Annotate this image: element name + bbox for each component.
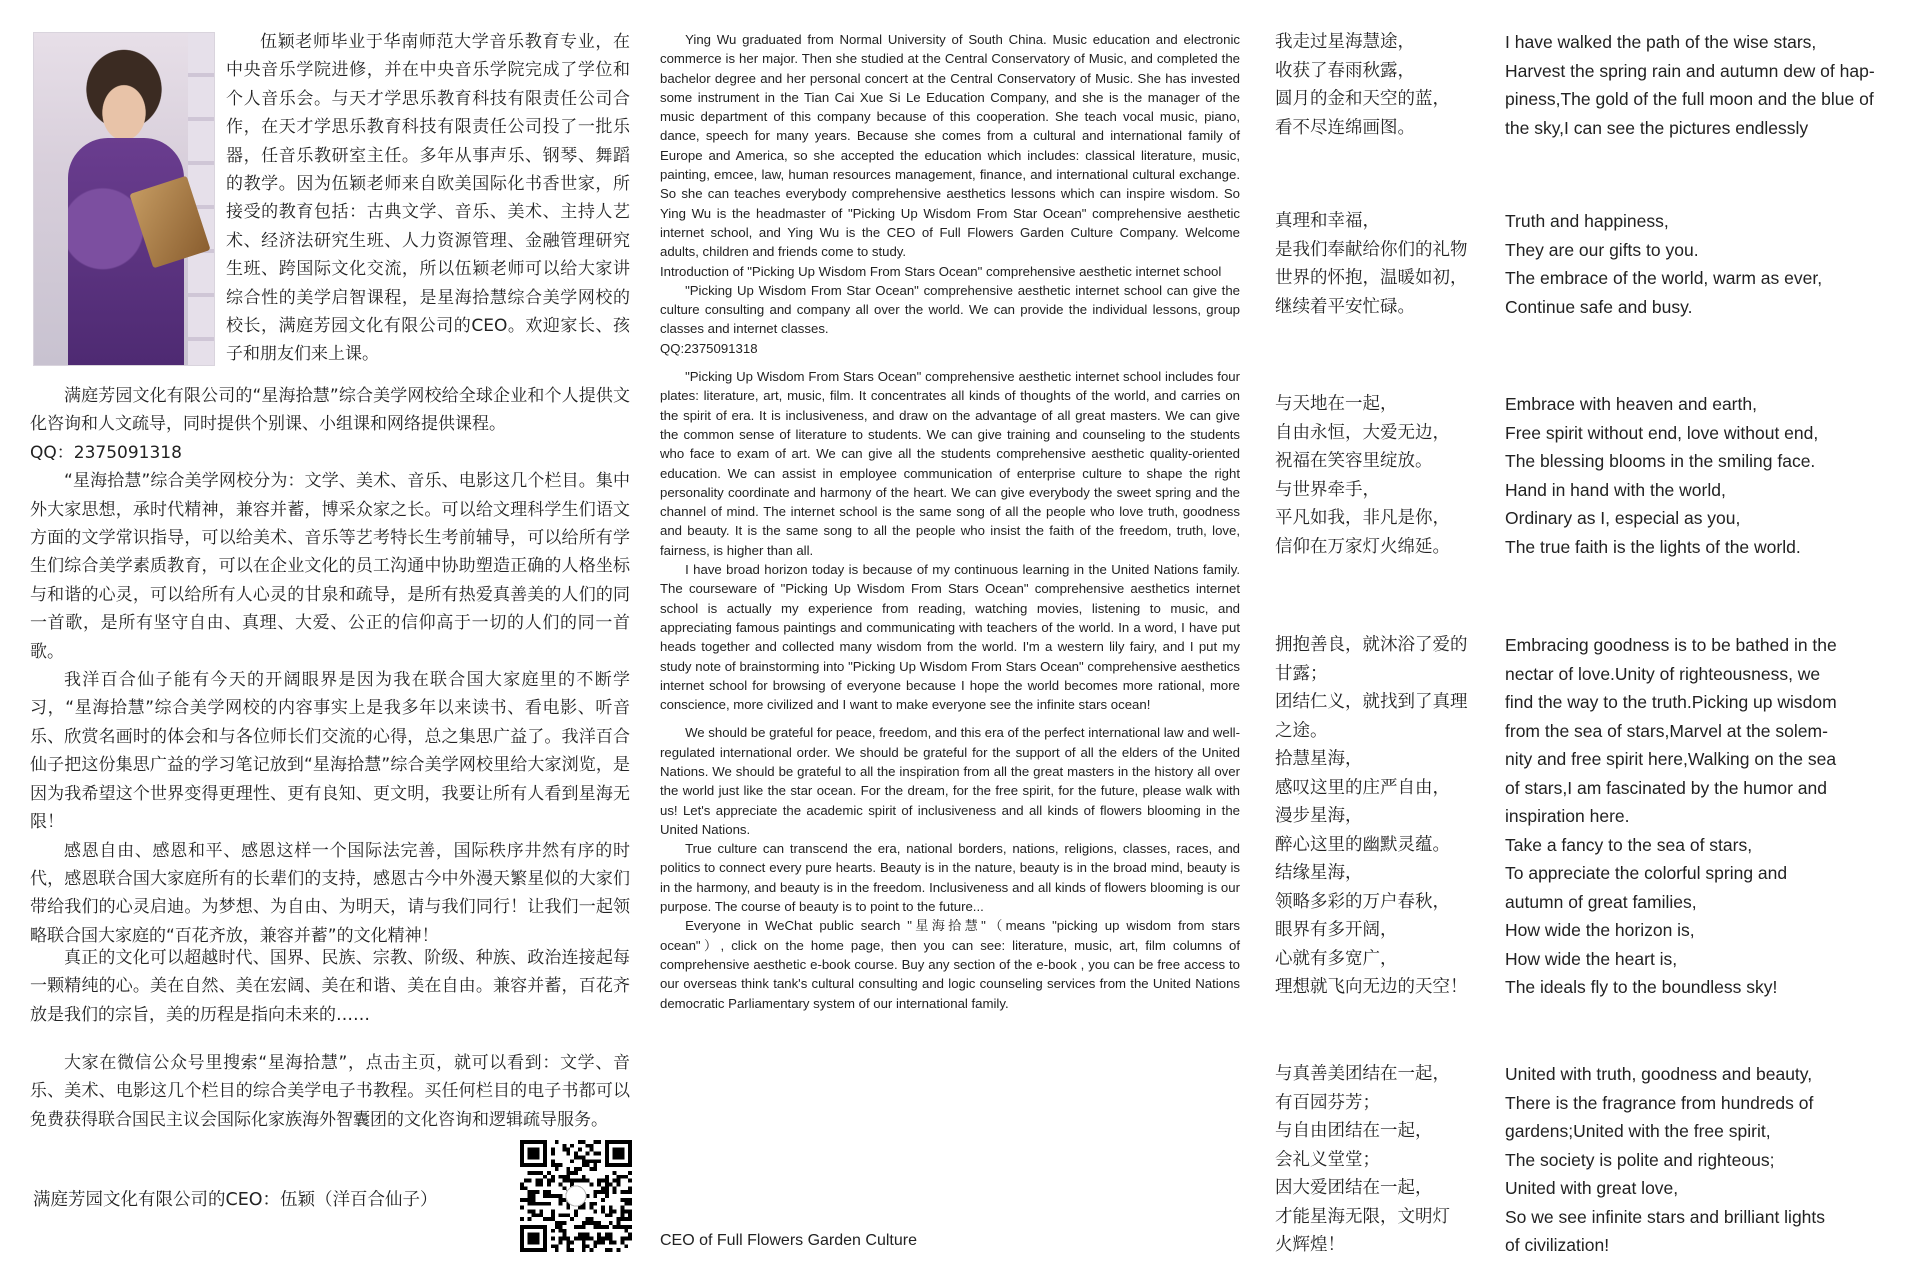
culture-paragraph-en: True culture can transcend the era, national borders, nations, religions, classes, races, and politics to connect every pure hearts. Beauty is in the nature, beauty is in the broad mind, beauty is in the harmony, and beauty is in the freedom. Inclusiveness and all kinds of flowers blooming is our purpose. The course of beauty is to point to the future... (660, 841, 1240, 915)
stanza-en (1505, 631, 1837, 1002)
poem-line-en: Continue safe and busy. (1505, 296, 1693, 317)
poem-line-cn: 圆月的金和天空的蓝， (1275, 89, 1450, 109)
poem-line-en: from the sea of stars,Marvel at the solem- (1505, 720, 1828, 741)
poem-line-cn: 世界的怀抱，温暖如初， (1275, 268, 1468, 288)
poem-line-cn: 理想就飞向无边的天空！ (1275, 977, 1468, 997)
wechat-block (30, 1049, 630, 1134)
poem-line-cn: 因大爱团结在一起， (1275, 1178, 1433, 1198)
spacer (660, 358, 1240, 367)
poem-line-cn: 继续着平安忙碌。 (1275, 296, 1415, 317)
grateful-paragraph-en: We should be grateful for peace, freedom, and this era of the perfect international law and well-regulated international order. We should be grateful for the support of all the elders of the United Nations. We should be grateful to all the inspiration from all the great masters in the history all over the world just like the star ocean. For the dream, for the free spirit, for the future, please walk with us! Let's appreciate the academic spirit of inclusiveness and all kinds of flowers blooming in the United Nations. (660, 725, 1240, 837)
poem-line-en: To appreciate the colorful spring and (1505, 863, 1788, 883)
lily-paragraph: 我洋百合仙子能有今天的开阔眼界是因为我在联合国大家庭里的不断学习，“星海拾慧”综合美学网校的内容事实上是我多年以来读书、看电影、听音乐、欣赏名画时的体会和与各位师长们交流的心得，总之集思广益了。我洋百合仙子把这份集思广益的学习笔记放到“星海拾慧”综合美学网校里给大家浏览，是因为我希望这个世界变得更理性、更有良知、更文明，我要让所有人看到星海无限！ (30, 670, 630, 833)
qr-code-icon[interactable] (520, 1140, 632, 1252)
poem-line-en: Truth and happiness, (1505, 211, 1669, 231)
poem-line-en: Free spirit without end, love without end, (1505, 422, 1819, 443)
poem-line-cn: 火辉煌！ (1275, 1235, 1345, 1255)
qq-number: QQ：2375091318 (30, 442, 182, 463)
poem-line-cn: 收获了春雨秋露， (1275, 60, 1415, 81)
poem-line-cn: 看不尽连绵画图。 (1275, 117, 1415, 138)
stanza-en (1505, 390, 1818, 561)
bio-paragraph: Ying Wu graduated from Normal University of South China. Music education and electronic commerce is her major. Then she studied at the Central Conservatory of Music, and completed the bachelor degree and her personal concert at the Central Conservatory of Music. She has invested some instrument in the Tian Cai Xue Si Le Education Company, and she is the manager of the music department of this company because of this cooperation. She teach vocal music, piano, dance, speech for many years. Because she comes from a cultural and international family of Europe and America, so she accepted the education which includes: classical literature, music, painting, emcee, law, human resources management, finance, and international cultural exchange. So she can teaches everybody comprehensive aesthetics lessons which can inspire wisdom. So Ying Wu is the headmaster of "Picking Up Wisdom From Star Ocean" comprehensive aesthetic internet school, and Ying Wu is the CEO of Full Flowers Garden Culture Company. Welcome adults, children and friends come to study. (660, 32, 1240, 260)
poem-line-cn: 领略多彩的万户春秋， (1275, 891, 1450, 912)
poem-line-en: of stars,I am fascinated by the humor and (1505, 777, 1827, 798)
poem-line-en: Take a fancy to the sea of stars, (1505, 834, 1753, 855)
poem-line-cn: 自由永恒，大爱无边， (1275, 422, 1450, 443)
stanza-en (1505, 28, 1875, 142)
poem-line-en: Hand in hand with the world, (1505, 479, 1726, 500)
poem-line-en: United with great love, (1505, 1178, 1679, 1198)
wechat-paragraph: 大家在微信公众号里搜索“星海拾慧”，点击主页，就可以看到：文学、音乐、美术、电影这几个栏目的综合美学电子书教程。买任何栏目的电子书都可以免费获得联合国民主议会国际化家族海外智囊团的文化咨询和逻辑疏导服务。 (30, 1053, 630, 1130)
poem-line-cn: 才能星海无限，文明灯 (1275, 1206, 1450, 1227)
poem-line-en: find the way to the truth.Picking up wisdom (1505, 692, 1837, 712)
poem-line-cn: 拥抱善良，就沐浴了爱的 (1275, 635, 1468, 655)
poem-line-cn: 真理和幸福， (1275, 211, 1380, 231)
ceo-signature: 满庭芳园文化有限公司的CEO：伍颖（洋百合仙子） (33, 1190, 438, 1210)
poem-line-en: Embracing goodness is to be bathed in the (1505, 635, 1837, 655)
poem-line-cn: 心就有多宽广， (1275, 948, 1398, 969)
poem-line-cn: 会礼义堂堂； (1275, 1149, 1380, 1170)
poem-line-cn: 我走过星海慧途， (1275, 32, 1415, 52)
poem-line-en: I have walked the path of the wise stars, (1505, 32, 1817, 52)
poem-line-cn: 眼界有多开阔， (1275, 920, 1398, 940)
poem-line-cn: 团结仁义，就找到了真理 (1275, 692, 1468, 712)
poem-line-en: nity and free spirit here,Walking on the sea (1505, 749, 1837, 769)
poem-line-en: The blessing blooms in the smiling face. (1505, 451, 1816, 471)
poem-line-en: nectar of love.Unity of righteousness, we (1505, 663, 1821, 684)
poem-line-en: How wide the horizon is, (1505, 920, 1695, 940)
plates-paragraph: "Picking Up Wisdom From Stars Ocean" comprehensive aesthetic internet school includes four plates: literature, art, music, film. It concentrates all kinds of thoughts of the world, and carries on the spirit of era. It is inclusiveness, and draw on the advantage of all great masters. We can give the common sense of literature to students. We can give training and counseling to the students who face to exam of art. We can give all the students comprehensive aesthetic quality-oriented education. We can assist in employee communication of enterprise culture to shape the right personality coordinate and harmony of the heart. We can give everybody the sweet spring and the channel of mind. The internet school is the same song of all the people who love truth, goodness and beauty. It is the same song to all the people who insist the faith of the freedom, truth, love, fairness, is higher than all. (660, 369, 1240, 558)
poem-line-en: United with truth, goodness and beauty, (1505, 1064, 1813, 1084)
intro-paragraph: 伍颖老师毕业于华南师范大学音乐教育专业，在中央音乐学院进修，并在中央音乐学院完成了学位和个人音乐会。与天才学思乐教育科技有限责任公司合作，在天才学思乐教育科技有限责任公司投了一批乐器，任音乐教研室主任。多年从事声乐、钢琴、舞蹈的教学。因为伍颖老师来自欧美国际化书香世家，所接受的教育包括：古典文学、音乐、美术、主持人艺术、经济法研究生班、人力资源管理、金融管理研究生班、跨国际文化交流，所以伍颖老师可以给大家讲综合性的美学启智课程，是星海拾慧综合美学网校的校长，满庭芳园文化有限公司的CEO。欢迎家长、孩子和朋友们来上课。 (226, 32, 630, 365)
poem-line-en: Ordinary as I, especial as you, (1505, 508, 1741, 528)
poem-line-cn: 醉心这里的幽默灵蕴。 (1275, 834, 1450, 855)
poem-line-en: There is the fragrance from hundreds of (1505, 1092, 1814, 1113)
poem-line-en: The society is polite and righteous; (1505, 1149, 1775, 1170)
poem-line-cn: 与世界牵手， (1275, 479, 1380, 500)
poem-line-cn: 与真善美团结在一起， (1275, 1064, 1450, 1084)
poem-line-en: gardens;United with the free spirit, (1505, 1121, 1771, 1141)
poem-line-cn: 平凡如我，非凡是你， (1275, 508, 1450, 528)
stanza-cn (1275, 28, 1450, 142)
intro-heading: Introduction of "Picking Up Wisdom From Stars Ocean" comprehensive aesthetic internet school (660, 263, 1222, 279)
spacer (660, 714, 1240, 723)
stanza-en (1505, 207, 1822, 321)
poem-line-en: So we see infinite stars and brilliant lights (1505, 1206, 1826, 1227)
service-paragraph-en: "Picking Up Wisdom From Star Ocean" comprehensive aesthetic internet school can give the culture consulting and company all over the world. We can provide the individual lessons, group classes and internet classes. (660, 282, 1240, 337)
poem-line-cn: 与自由团结在一起， (1275, 1121, 1433, 1141)
poem-line-cn: 甘露； (1275, 663, 1328, 684)
poem-line-en: The embrace of the world, warm as ever, (1505, 268, 1823, 288)
grateful-paragraph: 感恩自由、感恩和平、感恩这样一个国际法完善，国际秩序井然有序的时代，感恩联合国大家庭所有的长辈们的支持，感恩古今中外漫天繁星似的大家们带给我们的心灵启迪。为梦想、为自由、为明天，请与我们同行！让我们一起领略联合国大家庭的“百花齐放，兼容并蓄”的文化精神！ (30, 840, 630, 946)
qq-number-en: QQ:2375091318 (660, 340, 758, 356)
columns-paragraph: “星海拾慧”综合美学网校分为：文学、美术、音乐、电影这几个栏目。集中外大家思想，承时代精神，兼容并蓄，博采众家之长。可以给文理科学生们语文方面的文学常识指导，可以给美术、音乐等艺考特长生考前辅导，可以给所有学生们综合美学素质教育，可以在企业文化的员工沟通中协助塑造正确的人格坐标与和谐的心灵，可以给所有人心灵的甘泉和疏导，是所有热爱真善美的人们的同一首歌，是所有坚守自由、真理、大爱、公正的信仰高于一切的人们的同一首歌。 (30, 471, 630, 662)
stanza-cn (1275, 207, 1468, 321)
portrait-photo (33, 32, 215, 366)
poem-line-cn: 漫步星海， (1275, 806, 1363, 826)
poem-line-cn: 信仰在万家灯火绵延。 (1275, 536, 1450, 557)
poem-line-cn: 之途。 (1275, 720, 1328, 741)
poem-line-cn: 感叹这里的庄严自由， (1275, 777, 1450, 798)
poem-line-en: autumn of great families, (1505, 891, 1697, 912)
poem-line-cn: 祝福在笑容里绽放。 (1275, 451, 1433, 471)
culture-paragraph: 真正的文化可以超越时代、国界、民族、宗教、阶级、种族、政治连接起每一颗精纯的心。美在自然、美在宏阔、美在和谐、美在自由。兼容并蓄，百花齐放是我们的宗旨，美的历程是指向未来的…… (30, 948, 630, 1025)
poem-line-en: Embrace with heaven and earth, (1505, 394, 1757, 414)
poem-line-en: They are our gifts to you. (1505, 239, 1699, 260)
culture-block (30, 944, 630, 1029)
poem-line-en: Harvest the spring rain and autumn dew of hap- (1505, 60, 1875, 81)
poem-line-cn: 是我们奉献给你们的礼物 (1275, 239, 1468, 260)
poem-line-cn: 结缘星海， (1275, 863, 1363, 883)
poem-line-en: of civilization! (1505, 1235, 1610, 1255)
chinese-body (30, 382, 630, 950)
poem-line-en: the sky,I can see the pictures endlessly (1505, 117, 1809, 138)
poem-line-en: inspiration here. (1505, 806, 1630, 826)
stanza-en (1505, 1060, 1825, 1260)
intro-block (226, 28, 630, 369)
poem-line-cn: 有百园芬芳； (1275, 1092, 1380, 1113)
poem-line-cn: 拾慧星海， (1275, 749, 1363, 769)
service-paragraph: 满庭芳园文化有限公司的“星海拾慧”综合美学网校给全球企业和个人提供文化咨询和人文疏导，同时提供个别课、小组课和网络提供课程。 (30, 386, 630, 435)
stanza-cn (1275, 390, 1450, 561)
poem-line-en: The true faith is the lights of the world. (1505, 536, 1801, 557)
wechat-paragraph-en: Everyone in WeChat public search "星海拾慧"（means "picking up wisdom from stars ocean"）, click on the home page, then you can see: literature, music, art, film columns of comprehensive aesthetic e-book course. Buy any section of the e-book , you can be free access to our overseas think tank's cultural consulting and logic counseling services from the United Nations democratic Parliamentary system of our international family. (660, 918, 1240, 1011)
poem-line-en: How wide the heart is, (1505, 948, 1678, 969)
english-column (660, 30, 1240, 1013)
poem-line-cn: 与天地在一起， (1275, 394, 1398, 414)
horizon-paragraph: I have broad horizon today is because of my continuous learning in the United Nations family. The courseware of "Picking Up Wisdom From Stars Ocean" comprehensive aesthetics internet school is actually my experience from reading, watching movies, listening to music, and appreciating famous paintings and communicating with teachers of the world. In a word, I have put heads together and collected many wisdom from the world. I'm a western lily fairy, and I put my study note of brainstorming into "Picking Up Wisdom From Stars Ocean" comprehensive aesthetics internet school for browsing of everyone because I hope the world becomes more rational, more conscience, more civilized and I want to make everyone see the infinite stars ocean! (660, 562, 1240, 713)
stanza-cn (1275, 1060, 1450, 1260)
ceo-title-en: CEO of Full Flowers Garden Culture (660, 1232, 917, 1249)
poem-line-en: piness,The gold of the full moon and the blue of (1505, 89, 1874, 109)
poem-line-en: The ideals fly to the boundless sky! (1505, 977, 1778, 997)
stanza-cn (1275, 631, 1468, 1002)
